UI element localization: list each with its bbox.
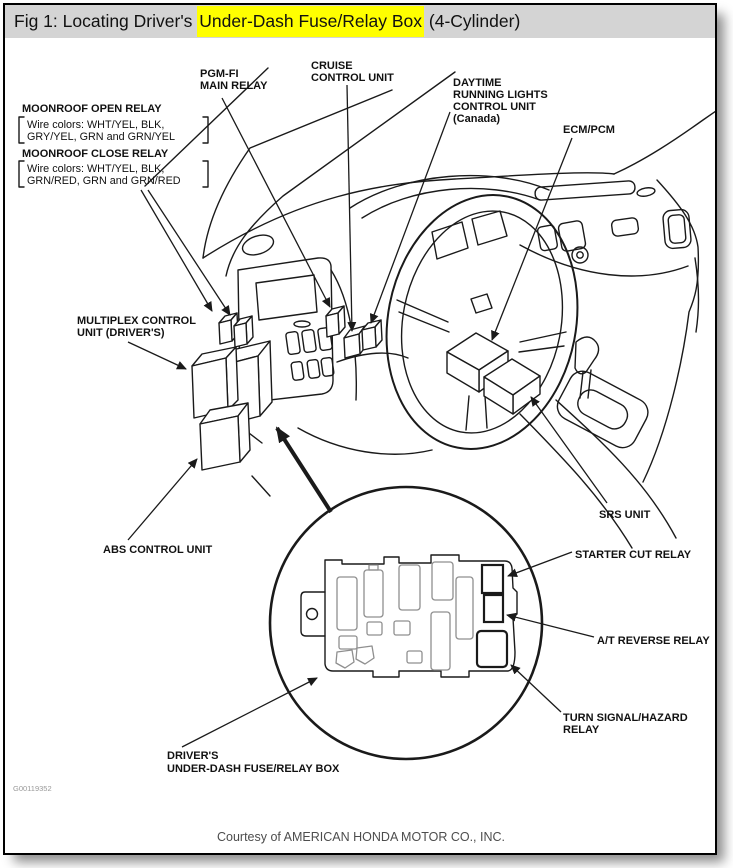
label-moonroof-close-wires-2: GRN/RED, GRN and GRN/RED <box>27 175 181 187</box>
label-abs: ABS CONTROL UNIT <box>103 544 213 556</box>
label-drl-3: CONTROL UNIT <box>453 101 536 113</box>
figure-title-suffix: (4-Cylinder) <box>424 11 521 31</box>
turn-signal-hazard-relay-slot <box>477 631 507 667</box>
label-pgm-fi-2: MAIN RELAY <box>200 80 268 92</box>
figure-title-prefix: Fig 1: Locating Driver's <box>14 11 198 31</box>
label-moonroof-open-wires-1: Wire colors: WHT/YEL, BLK, <box>27 119 165 131</box>
label-turn-signal-2: RELAY <box>563 724 600 736</box>
dashboard-diagram <box>5 5 715 853</box>
starter-cut-relay-slot <box>482 565 503 593</box>
label-fuse-box-1: DRIVER'S <box>167 750 219 762</box>
drl-unit-cube <box>362 320 382 350</box>
srs-leader <box>531 397 607 503</box>
label-moonroof-open-wires-2: GRY/YEL, GRN and GRN/YEL <box>27 131 176 143</box>
label-cruise-2: CONTROL UNIT <box>311 72 394 84</box>
label-at-reverse: A/T REVERSE RELAY <box>597 635 710 647</box>
multiplex-leader <box>128 342 186 369</box>
label-cruise-1: CRUISE <box>311 60 353 72</box>
figure-title-bar <box>5 5 715 38</box>
label-drl-2: RUNNING LIGHTS <box>453 89 548 101</box>
label-drl-4: (Canada) <box>453 113 501 125</box>
label-moonroof-open-relay: MOONROOF OPEN RELAY <box>22 103 162 115</box>
label-starter-cut: STARTER CUT RELAY <box>575 549 692 561</box>
figure-code: G00119352 <box>13 784 52 793</box>
moonroof-relay-cubes <box>219 313 253 347</box>
label-multiplex-2: UNIT (DRIVER'S) <box>77 327 165 339</box>
moonroof-open-leader <box>141 190 212 311</box>
label-moonroof-close-relay: MOONROOF CLOSE RELAY <box>22 148 169 160</box>
label-fuse-box-2: UNDER-DASH FUSE/RELAY BOX <box>167 763 340 775</box>
moonroof-close-leader <box>148 190 230 315</box>
control-unit-boxes <box>192 306 540 470</box>
label-moonroof-close-wires-1: Wire colors: WHT/YEL, BLK, <box>27 163 165 175</box>
pgm-fi-relay-cube <box>326 306 345 337</box>
fuse-box-label-leader <box>182 678 317 747</box>
figure-title-highlight: Under-Dash Fuse/Relay Box <box>197 6 424 37</box>
courtesy-footer: Courtesy of AMERICAN HONDA MOTOR CO., INC. <box>216 830 506 844</box>
at-reverse-relay-slot <box>484 595 503 622</box>
label-ecm-pcm: ECM/PCM <box>563 124 615 136</box>
label-multiplex-1: MULTIPLEX CONTROL <box>77 315 196 327</box>
abs-leader <box>128 459 197 540</box>
dashboard-artwork <box>145 68 715 548</box>
abs-unit-3d <box>200 403 250 470</box>
label-turn-signal-1: TURN SIGNAL/HAZARD <box>563 712 688 724</box>
document-page <box>3 3 717 855</box>
label-drl-1: DAYTIME <box>453 77 502 89</box>
label-srs: SRS UNIT <box>599 509 651 521</box>
fuse-box-inset <box>270 487 542 759</box>
label-pgm-fi-1: PGM-FI <box>200 68 239 80</box>
